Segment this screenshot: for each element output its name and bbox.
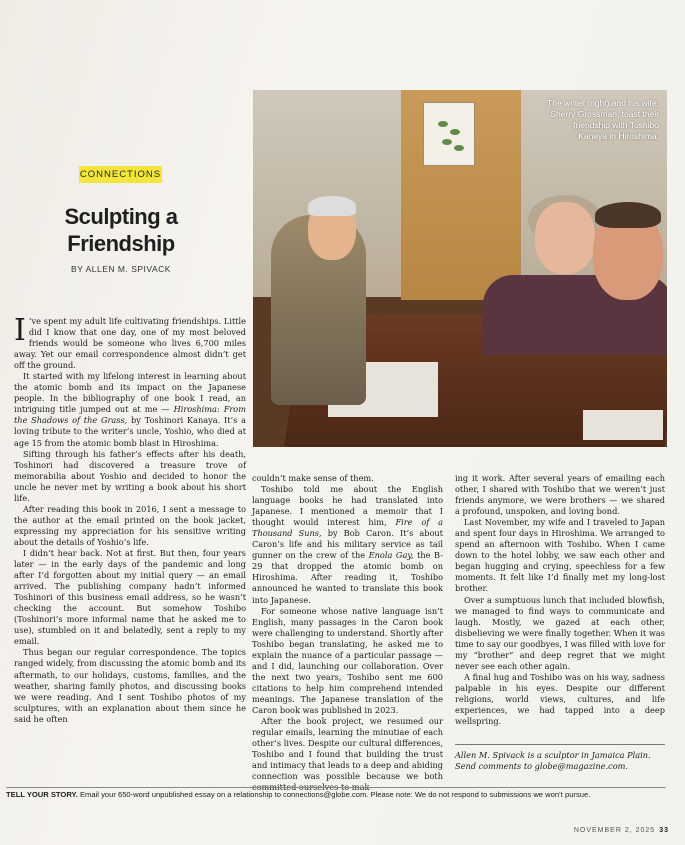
paragraph: After the book project, we resumed our regular emails, learning the minutiae of each other’s lives. Despite our cultural differences, Toshibo and I found that building the trust and intimacy that leads to a deep and abiding connection was possible because we both bbox=[252, 716, 443, 782]
photo-tray bbox=[583, 410, 663, 440]
paragraph-text: Toshibo told me about the English language books he had translated into Japanese. I mentioned a memoir that I thought would interest him, bbox=[252, 484, 443, 528]
column-2 bbox=[252, 473, 443, 793]
author-contact[interactable]: Send comments to globe@magazine.com. bbox=[455, 761, 629, 772]
paragraph: I didn’t hear back. Not at first. But then, four years later — in the early days of the pandemic and long after I’d forgotten about my initial query — an email arrived. The publishing company hadn’t informed Toshinori of this business email address, so he wasn’t checking the account. But somehow Toshibo (Toshinori’s more informal name that he asked me to use), stumbled on it and belatedly, sent a reply to my email. bbox=[14, 547, 246, 647]
paragraph: After reading this book in 2016, I sent a message to the author at the email printed on the book jacket, expressing my appreciation for his sensitive writing about the details of Yoshio’s life. bbox=[14, 503, 246, 547]
book-title: Hiroshima: From the Shadows of the Grass, bbox=[14, 404, 246, 426]
footer-lead: TELL YOUR STORY. bbox=[6, 790, 78, 799]
paragraph: Last November, my wife and I traveled to Japan and spent four days in Hiroshima. We arranged to spend an afternoon with Toshibo. When I came down to the hotel lobby, we saw each other and began hugging and crying, speechless for a few moments. It felt like I’d finally met my long-lost brother. bbox=[455, 517, 665, 594]
footer-text: Email your 650-word unpublished essay on a relationship to connections@globe.com. Please note: We do not respond to submissions we won’t pursue. bbox=[77, 790, 591, 799]
drop-cap: I bbox=[14, 313, 26, 348]
paragraph: ing it work. After several years of emailing each other, I shared with Toshibo that we weren’t just friends anymore, we were brothers — we shared a profound, unspoken, and loving bond. bbox=[455, 473, 665, 517]
paragraph bbox=[14, 371, 246, 448]
paragraph: Sifting through his father’s effects after his death, Toshinori had discovered a treasure trove of memorabilia about Yoshio and decided to honor the uncle he never met by writing a book about his short life. bbox=[14, 448, 246, 503]
paragraph: Thus began our regular correspondence. The topics ranged widely, from discussing the atomic bomb and its aftermath, to our holidays, customs, families, and the weather, sharing family photos, and discussing books we were reading. And I sent Toshibo photos of my sculptures, with an explanation about them since he said he often bbox=[14, 647, 246, 724]
paragraph bbox=[14, 313, 246, 371]
feature-photo bbox=[253, 90, 667, 447]
paragraph: Over a sumptuous lunch that included blowfish, we managed to find ways to communicate and laugh. Mostly, we gazed at each other, disbelieving we were finally together. When it was time to say our goodbyes, I was filled with love for my “brother” and deep regret that we might never see each other again. bbox=[455, 594, 665, 671]
paragraph bbox=[252, 484, 443, 606]
paragraph: For someone whose native language isn’t English, many passages in the Caron book were challenging to understand. Shortly after Toshibo began translating, he asked me to explain the nuance of a particular passage — and I did, launching our collaboration. Over the next two years, Toshibo sent me 600 citations to help him comprehend intended meanings. The Japanese translation of the Caron book was published in 2023. bbox=[252, 605, 443, 715]
title-line-2: Friendship bbox=[67, 231, 175, 256]
column-1 bbox=[14, 313, 246, 725]
paragraph-text: by Bob Caron. It’s about Caron’s life and his military service as tail gunner on the crew of the bbox=[252, 528, 443, 561]
signature-divider bbox=[455, 744, 665, 745]
page-number: 33 bbox=[659, 827, 669, 834]
article-title bbox=[0, 203, 242, 257]
plane-name: Enola Gay, bbox=[368, 550, 414, 561]
paragraph-text: the B-29 that dropped the atomic bomb on Hiroshima. After reading it, Toshibo announced he wanted to translate this book into Japanese. bbox=[252, 550, 443, 605]
book-title: Fire of a Thousand Suns, bbox=[252, 517, 443, 539]
section-tag: CONNECTIONS bbox=[79, 166, 162, 183]
photo-writer-hair bbox=[595, 202, 661, 228]
footer-divider bbox=[6, 787, 666, 788]
paragraph: A final hug and Toshibo was on his way, sadness palpable in his eyes. Despite our different religions, world views, cultures, and life experiences, we had tapped into a deep wellspring. bbox=[455, 671, 665, 727]
byline: BY ALLEN M. SPIVACK bbox=[71, 264, 171, 274]
issue-date: NOVEMBER 2, 2025 bbox=[573, 827, 656, 834]
paragraph-text: It started with my lifelong interest in learning about the atomic bomb and its impact on the Japanese people. In the bibliography of one book I read, an intriguing title jumped out at me — bbox=[14, 371, 246, 415]
paragraph-text: by Toshinori Kanaya. It’s a loving tribute to the writer’s uncle, Yoshio, who died at age 15 from the atomic bomb blast in Hiroshima. bbox=[14, 415, 246, 448]
author-bio: Allen M. Spivack is a sculptor in Jamaica Plain. bbox=[455, 750, 651, 760]
submission-note bbox=[6, 790, 668, 799]
photo-wall-art bbox=[423, 102, 475, 166]
photo-woman-face bbox=[535, 202, 595, 274]
photo-caption: The writer (right) and his wife, Sherry Grossman, toast their friendship with Toshibo Kanaya in Hiroshima. bbox=[547, 98, 659, 141]
title-line-1: Sculpting a bbox=[64, 204, 178, 229]
paragraph-text: ’ve spent my adult life cultivating friendships. Little did I know that one day, one of my most beloved friends would be someone who lives 6,700 miles away. Yet our email correspondence almost didn’t get off the ground. bbox=[14, 316, 246, 371]
page-folio bbox=[574, 827, 669, 834]
author-note bbox=[455, 750, 665, 772]
paragraph: couldn’t make sense of them. bbox=[252, 473, 374, 483]
column-3 bbox=[455, 473, 665, 727]
photo-person-left-hair bbox=[308, 196, 356, 216]
